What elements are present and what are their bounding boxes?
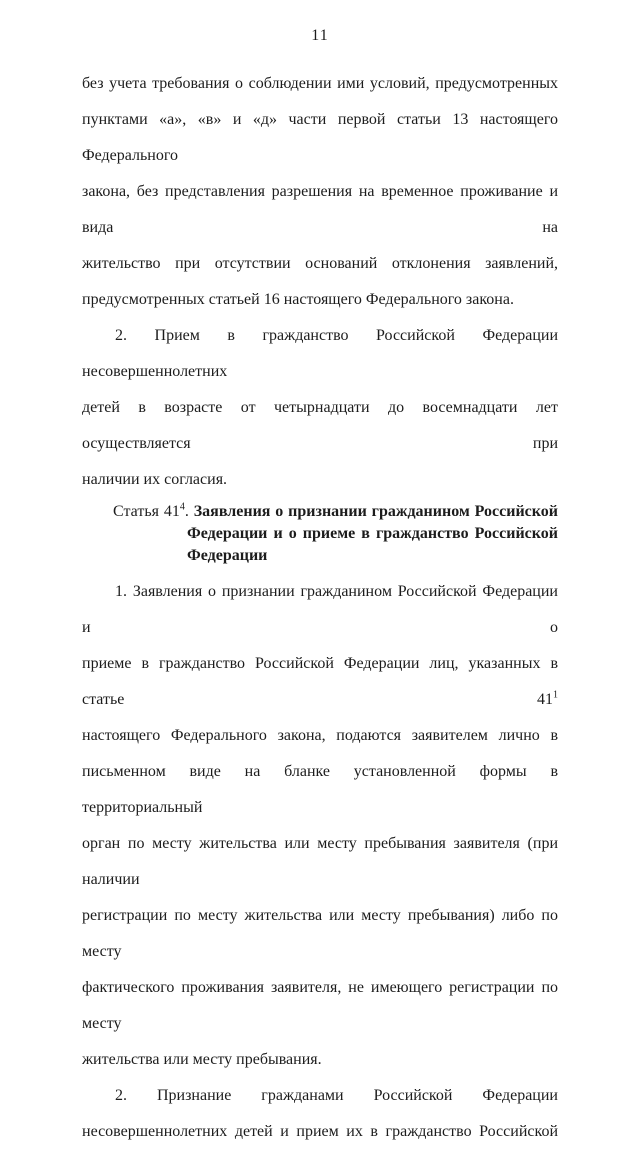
text-run: приеме в гражданство Российской Федерации лиц, указанных в статье 41 — [82, 655, 558, 708]
text-line — [82, 898, 558, 970]
text-line — [82, 462, 558, 498]
text-line — [82, 390, 558, 462]
text-run: детей в возрасте от четырнадцати до восемнадцати лет осуществляется при — [82, 399, 558, 452]
superscript-number: 1 — [553, 689, 558, 701]
paragraph-41-4-part-1 — [82, 574, 558, 1078]
text-run: Статья 41 — [113, 503, 180, 520]
heading-line — [187, 523, 558, 545]
text-line — [82, 174, 558, 246]
text-line — [82, 102, 558, 174]
text-run: 1. Заявления о признании гражданином Российской Федерации и о — [82, 583, 558, 636]
text-run: 2. Прием в гражданство Российской Федерации несовершеннолетних — [82, 327, 558, 380]
paragraph-continuation — [82, 66, 558, 318]
text-line — [82, 66, 558, 102]
bold-text-run: Заявления о признании гражданином Российской — [193, 503, 559, 520]
text-line — [82, 1078, 558, 1114]
text-line — [82, 1114, 558, 1150]
text-line — [82, 246, 558, 282]
text-line — [82, 1042, 558, 1078]
paragraph-minors-consent — [82, 318, 558, 498]
text-line — [82, 574, 558, 646]
bold-text-run: Федерации — [187, 547, 268, 564]
text-line — [82, 970, 558, 1042]
bold-text-run: Федерации и о приеме в гражданство Российской — [187, 525, 558, 542]
text-run: 2. Признание гражданами Российской Федерации — [115, 1087, 558, 1104]
text-line — [82, 718, 558, 754]
text-run: регистрации по месту жительства или месту пребывания) либо по месту — [82, 907, 558, 960]
text-run: предусмотренных статьей 16 настоящего Федерального закона. — [82, 291, 514, 308]
text-run: пунктами «а», «в» и «д» части первой статьи 13 настоящего Федерального — [82, 111, 558, 164]
text-run: закона, без представления разрешения на временное проживание и вида на — [82, 183, 558, 236]
text-line — [82, 318, 558, 390]
text-line — [82, 282, 558, 318]
page-number: 11 — [311, 27, 329, 44]
text-run: фактического проживания заявителя, не имеющего регистрации по месту — [82, 979, 558, 1032]
text-run: письменном виде на бланке установленной формы в территориальный — [82, 763, 558, 816]
text-line — [82, 826, 558, 898]
text-run: . — [184, 503, 194, 520]
document-content — [82, 66, 558, 1150]
text-run: орган по месту жительства или месту пребывания заявителя (при наличии — [82, 835, 558, 888]
article-41-4-heading — [82, 501, 558, 567]
text-line — [82, 754, 558, 826]
text-run: жительства или месту пребывания. — [82, 1051, 322, 1068]
text-run: жительство при отсутствии оснований отклонения заявлений, — [82, 255, 558, 272]
superscript-number: 4 — [179, 501, 185, 513]
text-run: наличии их согласия. — [82, 471, 228, 488]
text-run: без учета требования о соблюдении ими условий, предусмотренных — [82, 75, 558, 92]
heading-line — [187, 545, 558, 567]
text-run: настоящего Федерального закона, подаются заявителем лично в — [82, 727, 558, 744]
text-run: несовершеннолетних детей и прием их в гражданство Российской — [82, 1123, 558, 1140]
paragraph-41-4-part-2 — [82, 1078, 558, 1150]
text-line — [82, 646, 558, 718]
heading-line — [113, 501, 558, 523]
